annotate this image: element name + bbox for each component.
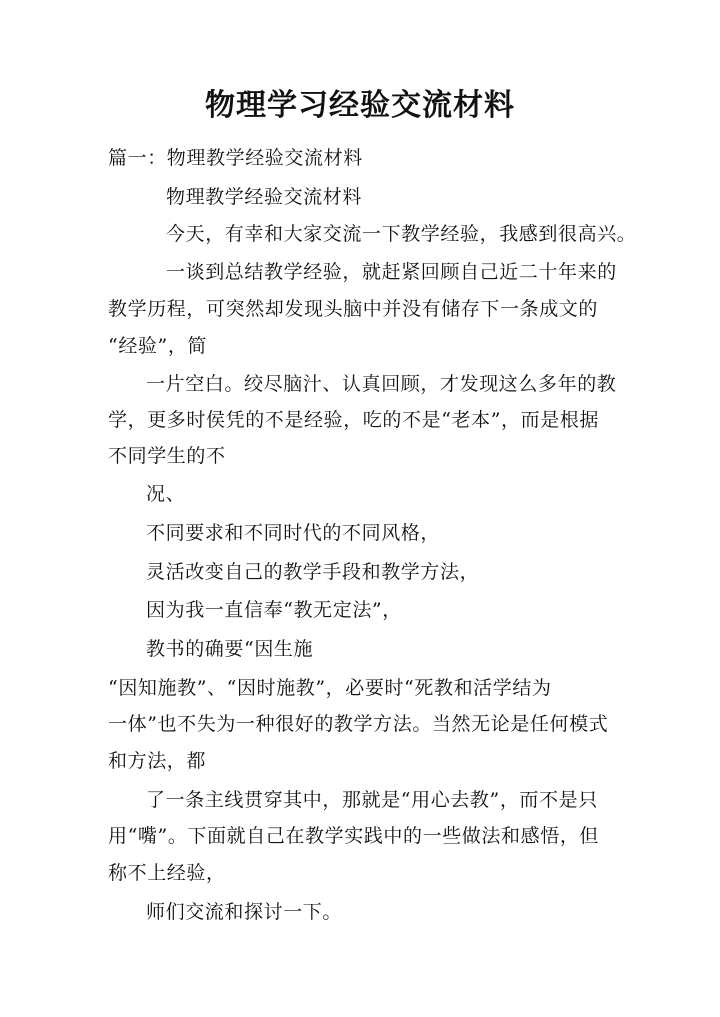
paragraph-line: 教学历程，可突然却发现头脑中并没有储存下一条成文的 xyxy=(108,298,599,320)
paragraph-line: 今天，有幸和大家交流一下教学经验，我感到很高兴。 xyxy=(166,223,637,245)
subtitle-line: 物理教学经验交流材料 xyxy=(166,186,363,208)
paragraph-line: 用“嘴”。下面就自己在教学实践中的一些做法和感悟，但 xyxy=(108,825,600,847)
paragraph-line: 因为我一直信奉“教无定法”， xyxy=(146,599,402,621)
paragraph-line: 了一条主线贯穿其中，那就是“用心去教”，而不是只 xyxy=(146,789,598,811)
paragraph-line: “经验”，简 xyxy=(108,335,208,357)
document-title: 物理学习经验交流材料 xyxy=(205,88,515,123)
paragraph-line: 不同要求和不同时代的不同风格， xyxy=(146,522,441,544)
paragraph-line: 称不上经验， xyxy=(108,862,226,884)
paragraph-line: 学，更多时侯凭的不是经验，吃的不是“老本”，而是根据 xyxy=(108,409,600,431)
paragraph-line: 况、 xyxy=(146,483,186,505)
paragraph-line: 和方法，都 xyxy=(108,750,207,772)
paragraph-line: 师们交流和探讨一下。 xyxy=(146,901,343,923)
paragraph-line: 教书的确要“因生施 xyxy=(146,638,314,660)
paragraph-line: 一体”也不失为一种很好的教学方法。当然无论是任何模式 xyxy=(108,713,609,735)
section-heading: 篇一：物理教学经验交流材料 xyxy=(108,147,363,169)
paragraph-line: 一片空白。绞尽脑汁、认真回顾，才发现这么多年的教 xyxy=(146,373,617,395)
paragraph-line: 不同学生的不 xyxy=(108,445,226,467)
paragraph-line: “因知施教”、“因时施教”，必要时“死教和活学结为 xyxy=(108,677,552,699)
paragraph-line: 灵活改变自己的教学手段和教学方法， xyxy=(146,561,480,583)
paragraph-line: 一谈到总结教学经验，就赶紧回顾自己近二十年来的 xyxy=(166,261,617,283)
